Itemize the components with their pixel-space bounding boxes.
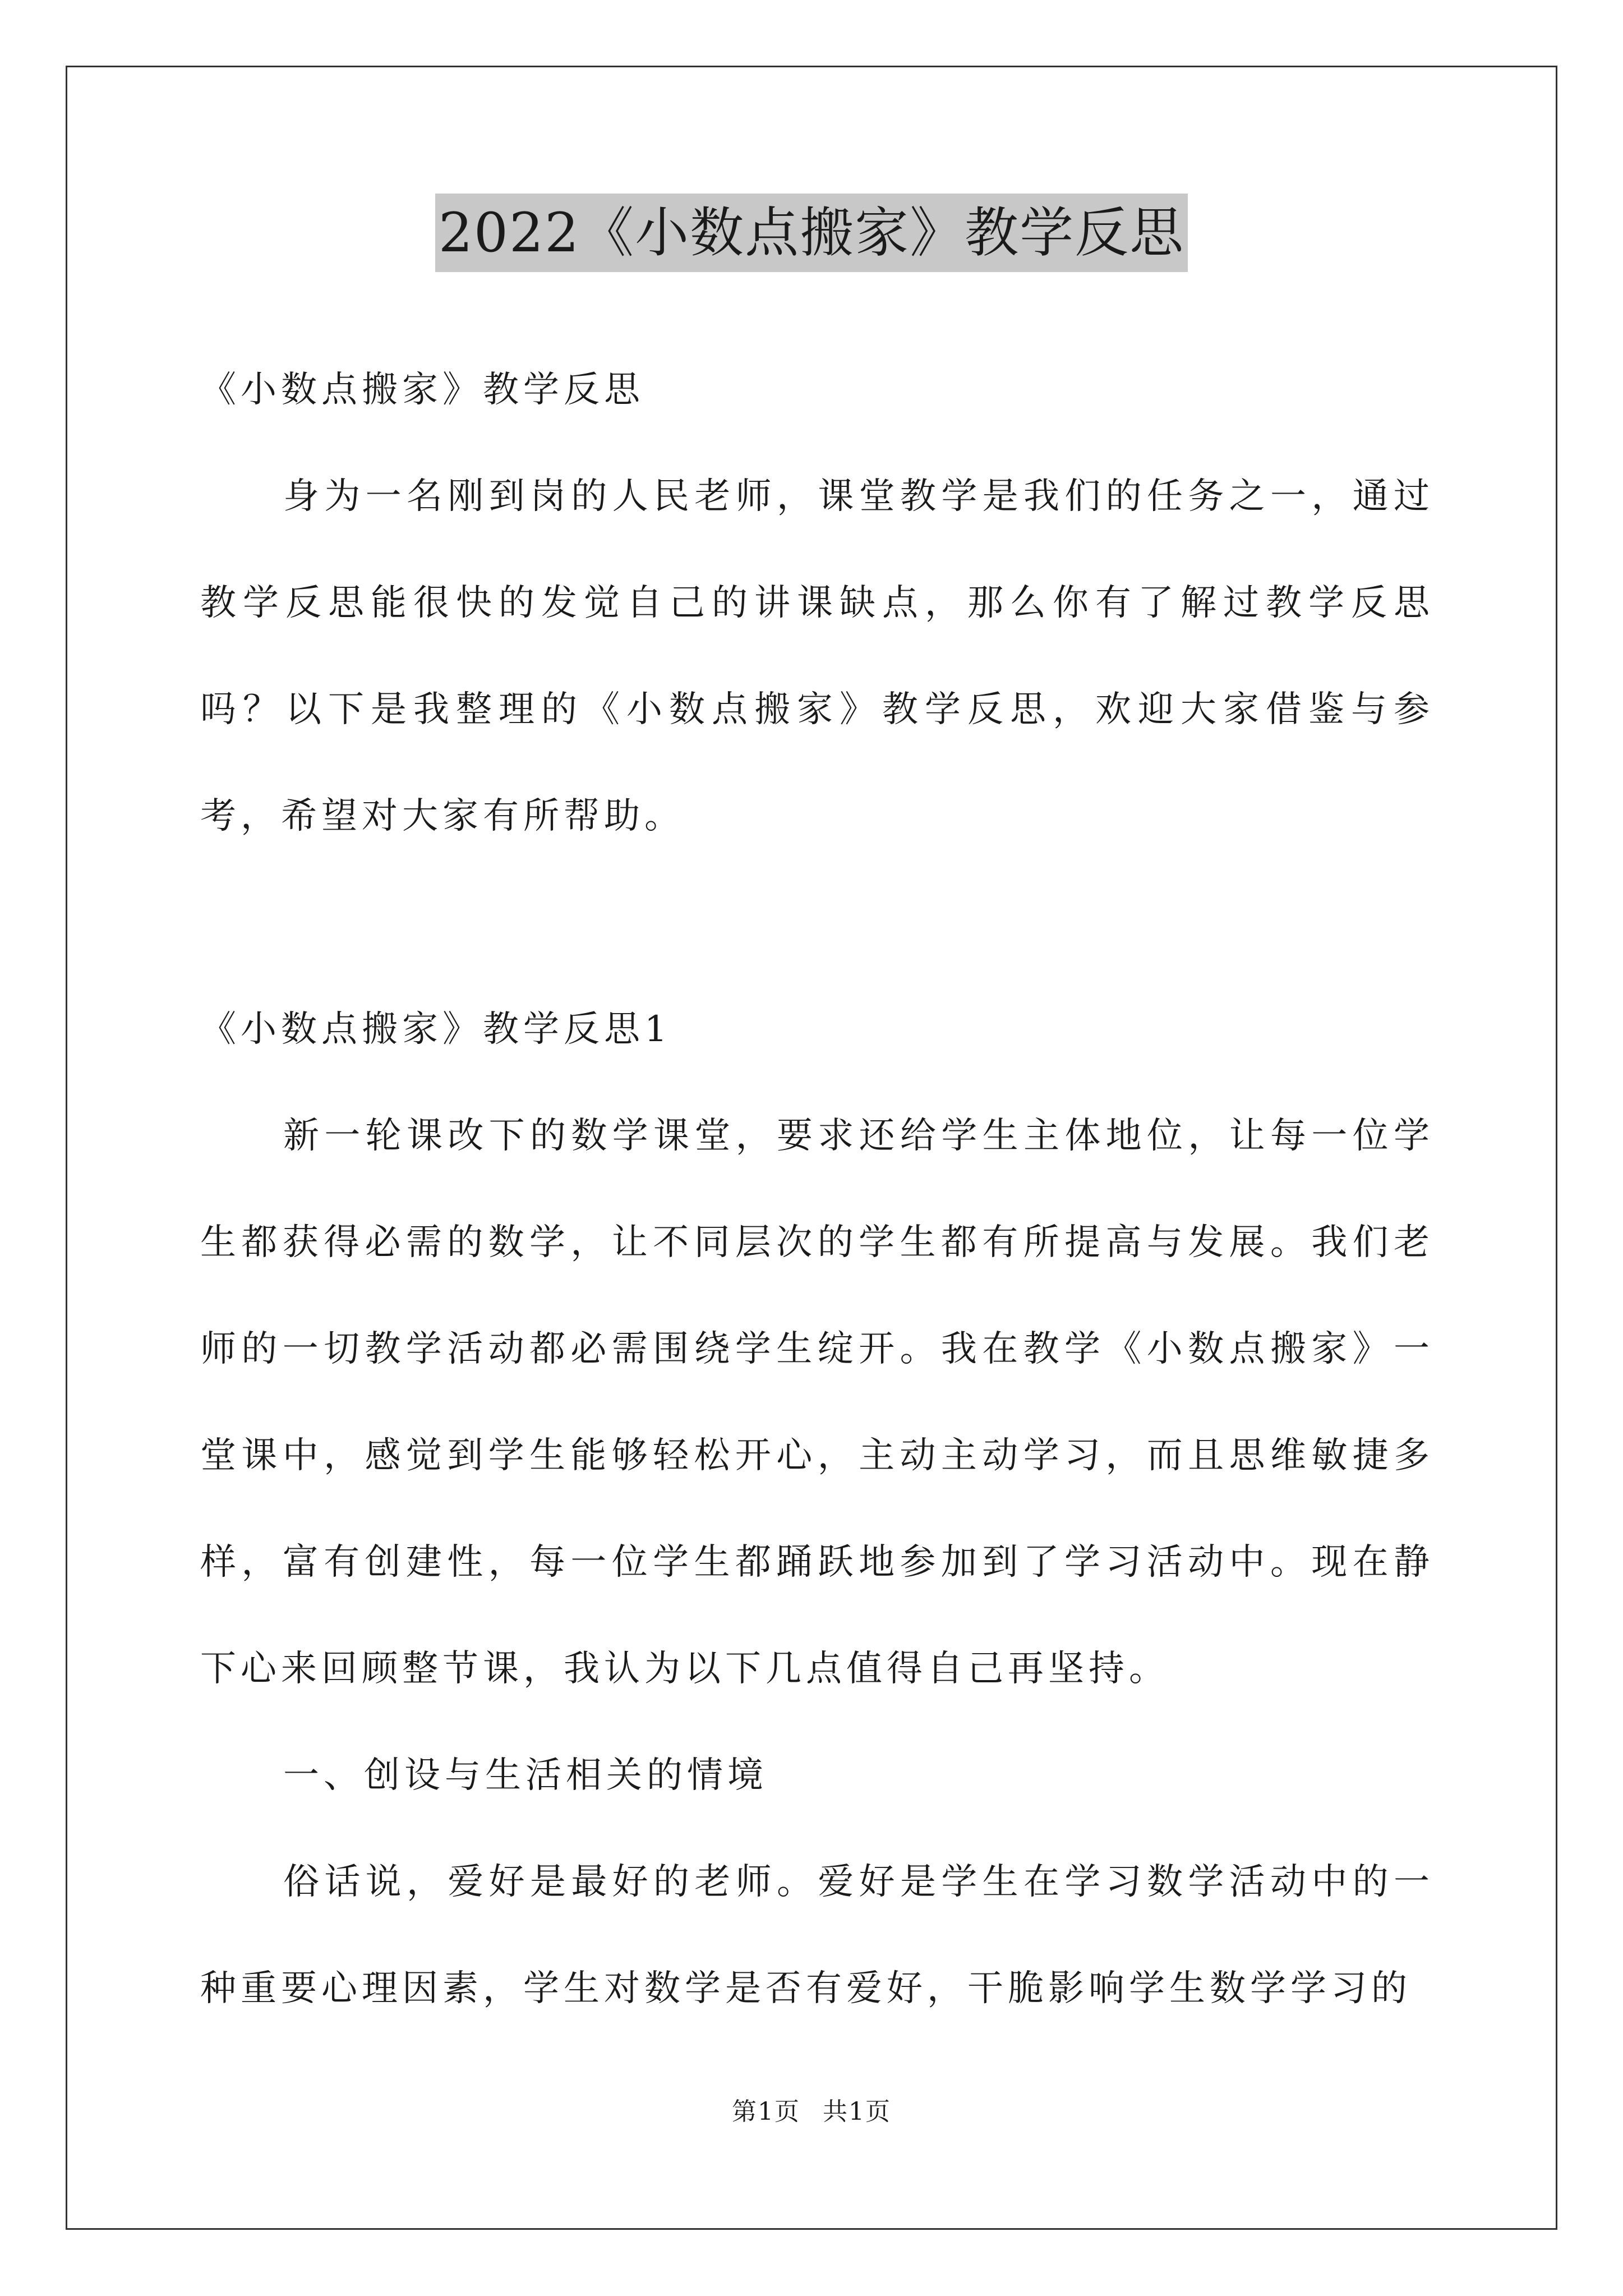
document-title: 2022《小数点搬家》教学反思	[435, 194, 1188, 272]
page-number-current: 第1页	[732, 2097, 800, 2126]
section1-heading: 《小数点搬家》教学反思1	[200, 1009, 672, 1050]
intro-heading: 《小数点搬家》教学反思	[200, 369, 644, 411]
page-footer	[0, 2095, 1623, 2129]
section1-paragraph: 新一轮课改下的数学课堂，要求还给学生主体地位，让每一位学生都获得必需的数学，让不同层次的学生都有所提高与发展。我们老师的一切教学活动都必需围绕学生绽开。我在教学《小数点搬家》一堂课中，感觉到学生能够轻松开心，主动主动学习，而且思维敏捷多样，富有创建性，每一位学生都踊跃地参加到了学习活动中。现在静下心来回顾整节课，我认为以下几点值得自己再坚持。	[200, 1115, 1434, 1690]
page-number-total: 共1页	[823, 2097, 891, 2126]
point1-heading: 一、创设与生活相关的情境	[283, 1755, 768, 1796]
intro-paragraph: 身为一名刚到岗的人民老师，课堂教学是我们的任务之一，通过教学反思能很快的发觉自己的讲课缺点，那么你有了解过教学反思吗？以下是我整理的《小数点搬家》教学反思，欢迎大家借鉴与参考，希望对大家有所帮助。	[200, 476, 1434, 837]
document-body	[200, 337, 1434, 2042]
title-container	[0, 194, 1623, 272]
point1-paragraph: 俗话说，爱好是最好的老师。爱好是学生在学习数学活动中的一种重要心理因素，学生对数学是否有爱好，干脆影响学生数学学习的	[200, 1861, 1434, 2009]
section-spacer	[200, 869, 1434, 976]
